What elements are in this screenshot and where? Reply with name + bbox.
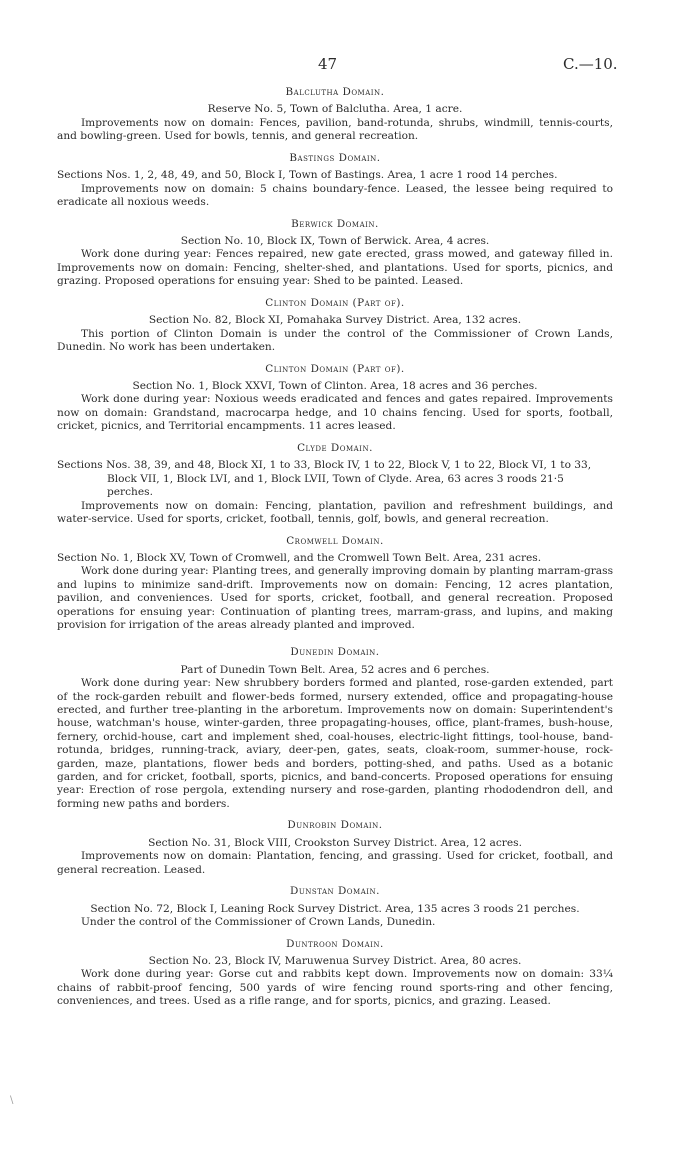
section-location: Sections Nos. 38, 39, and 48, Block XI, 1 to 33, Block IV, 1 to 22, Block V, 1 to 22, Block VI, 1 to 33, Block VII, 1, Block LVI, and 1, Block LVII, Town of Clyde. Area, 63 acres 3 roods 21·5 perches. [57,459,592,499]
section-paragraph: This portion of Clinton Domain is under the control of the Commissioner of Crown Lands, Dunedin. No work has been undertaken. [57,327,613,354]
section-paragraph: Under the control of the Commissioner of Crown Lands, Dunedin. [81,916,436,929]
section-heading: Dunedin Domain. [290,646,380,659]
section-heading: Dunrobin Domain. [287,819,383,832]
section-heading: Clyde Domain. [297,441,373,454]
section-location: Section No. 1, Block XV, Town of Cromwell, and the Cromwell Town Belt. Area, 231 acres. [57,551,542,564]
section-location: Part of Dunedin Town Belt. Area, 52 acres and 6 perches. [180,663,490,676]
domain-section [57,442,613,526]
scan-mark: \ [10,1095,14,1106]
section-paragraph: Work done during year: Gorse cut and rabbits kept down. Improvements now on domain: 33¼ chains of rabbit-proof fencing, 500 yards of wire fencing round sports-ring and other fencing, conveniences, and trees. Used as a rifle range, and for sports, picnics, and grazing. Leased. [57,968,613,1008]
section-heading: Clinton Domain (Part of). [265,296,405,309]
section-heading: Cromwell Domain. [286,534,384,547]
section-location: Section No. 72, Block I, Leaning Rock Survey District. Area, 135 acres 3 roods 21 perches. [90,902,580,915]
section-location: Section No. 1, Block XXVI, Town of Clinton. Area, 18 acres and 36 perches. [132,380,538,393]
domain-section [57,218,613,289]
section-paragraph: Work done during year: New shrubbery borders formed and planted, rose-garden extended, part of the rock-garden rebuilt and flower-beds formed, nursery extended, office and propagating-house erected, and further tree-planting in the arboretum. Improvements now on domain: Superintendent's house, watchman's house, winter-garden, three propagating-houses, office, plant-frames, bush-house, fernery, orchid-house, cart and implement shed, coal-houses, electric-light fittings, tool-house, band-rotunda, bridges, running-track, aviary, deer-pen, gates, seats, cloak-room, summer-house, rock-garden, maze, plantations, flower beds and borders, potting-shed, and paths. Used as a botanic garden, and for cricket, football, sports, picnics, and band-concerts. Proposed operations for ensuing year: Erection of rose pergola, extending nursery and rose-garden, planting rhododendron dell, and forming new paths and borders. [57,677,613,810]
section-heading: Clinton Domain (Part of). [265,362,405,375]
document-reference: C.—10. [563,55,618,73]
section-heading: Duntroon Domain. [286,937,384,950]
domain-section [57,535,613,633]
page-header [0,55,700,79]
domain-section [57,297,613,355]
domain-section [57,819,613,877]
section-paragraph: Improvements now on domain: Plantation, fencing, and grassing. Used for cricket, football, and general recreation. Leased. [57,850,613,876]
section-heading: Dunstan Domain. [290,885,380,898]
section-paragraph: Improvements now on domain: Fencing, plantation, pavilion and refreshment buildings, and water-service. Used for sports, cricket, football, tennis, golf, bowls, and general recreation. [57,499,613,525]
section-location: Section No. 82, Block XI, Pomahaka Survey District. Area, 132 acres. [148,314,522,327]
domain-section [57,152,613,210]
section-paragraph: Work done during year: Noxious weeds eradicated and fences and gates repaired. Improvements now on domain: Grandstand, macrocarpa hedge, and 10 chains fencing. Used for sports, football, cricket, picnics, and Territorial encampments. 11 acres leased. [57,393,613,433]
section-location: Section No. 31, Block VIII, Crookston Survey District. Area, 12 acres. [148,836,522,849]
section-location: Reserve No. 5, Town of Balclutha. Area, 1 acre. [207,103,463,116]
section-location: Sections Nos. 1, 2, 48, 49, and 50, Block I, Town of Bastings. Area, 1 acre 1 rood 14 perches. [57,169,558,182]
section-location: Section No. 10, Block IX, Town of Berwick. Area, 4 acres. [180,235,490,248]
domain-section [57,646,613,811]
domain-section [57,885,613,929]
section-paragraph: Improvements now on domain: Fences, pavilion, band-rotunda, shrubs, windmill, tennis-courts, and bowling-green. Used for bowls, tennis, and general recreation. [57,116,613,143]
domain-section [57,86,613,144]
section-heading: Balclutha Domain. [285,86,385,98]
section-heading: Bastings Domain. [289,151,381,164]
section-paragraph: Improvements now on domain: 5 chains boundary-fence. Leased, the lessee being required to eradicate all noxious weeds. [57,182,613,209]
section-heading: Berwick Domain. [291,217,379,230]
document-body [57,86,613,1017]
section-paragraph: Work done during year: Planting trees, and generally improving domain by planting marram-grass and lupins to minimize sand-drift. Improvements now on domain: Fencing, 12 acres plantation, pavilion, and conveniences. Used for sports, cricket, football, and general recreation. Proposed operations for ensuing year: Continuation of planting trees, marram-grass, and lupins, and making provision for irrigation of the areas already planted and improved. [57,565,613,631]
page-number: 47 [318,55,338,73]
section-location: Section No. 23, Block IV, Maruwenua Survey District. Area, 80 acres. [148,955,522,968]
domain-section [57,938,613,1009]
section-paragraph: Work done during year: Fences repaired, new gate erected, grass mowed, and gateway filled in. Improvements now on domain: Fencing, shelter-shed, and plantations. Used for sports, picnics, and grazing. Proposed operations for ensuing year: Shed to be painted. Leased. [57,248,613,288]
domain-section [57,363,613,434]
